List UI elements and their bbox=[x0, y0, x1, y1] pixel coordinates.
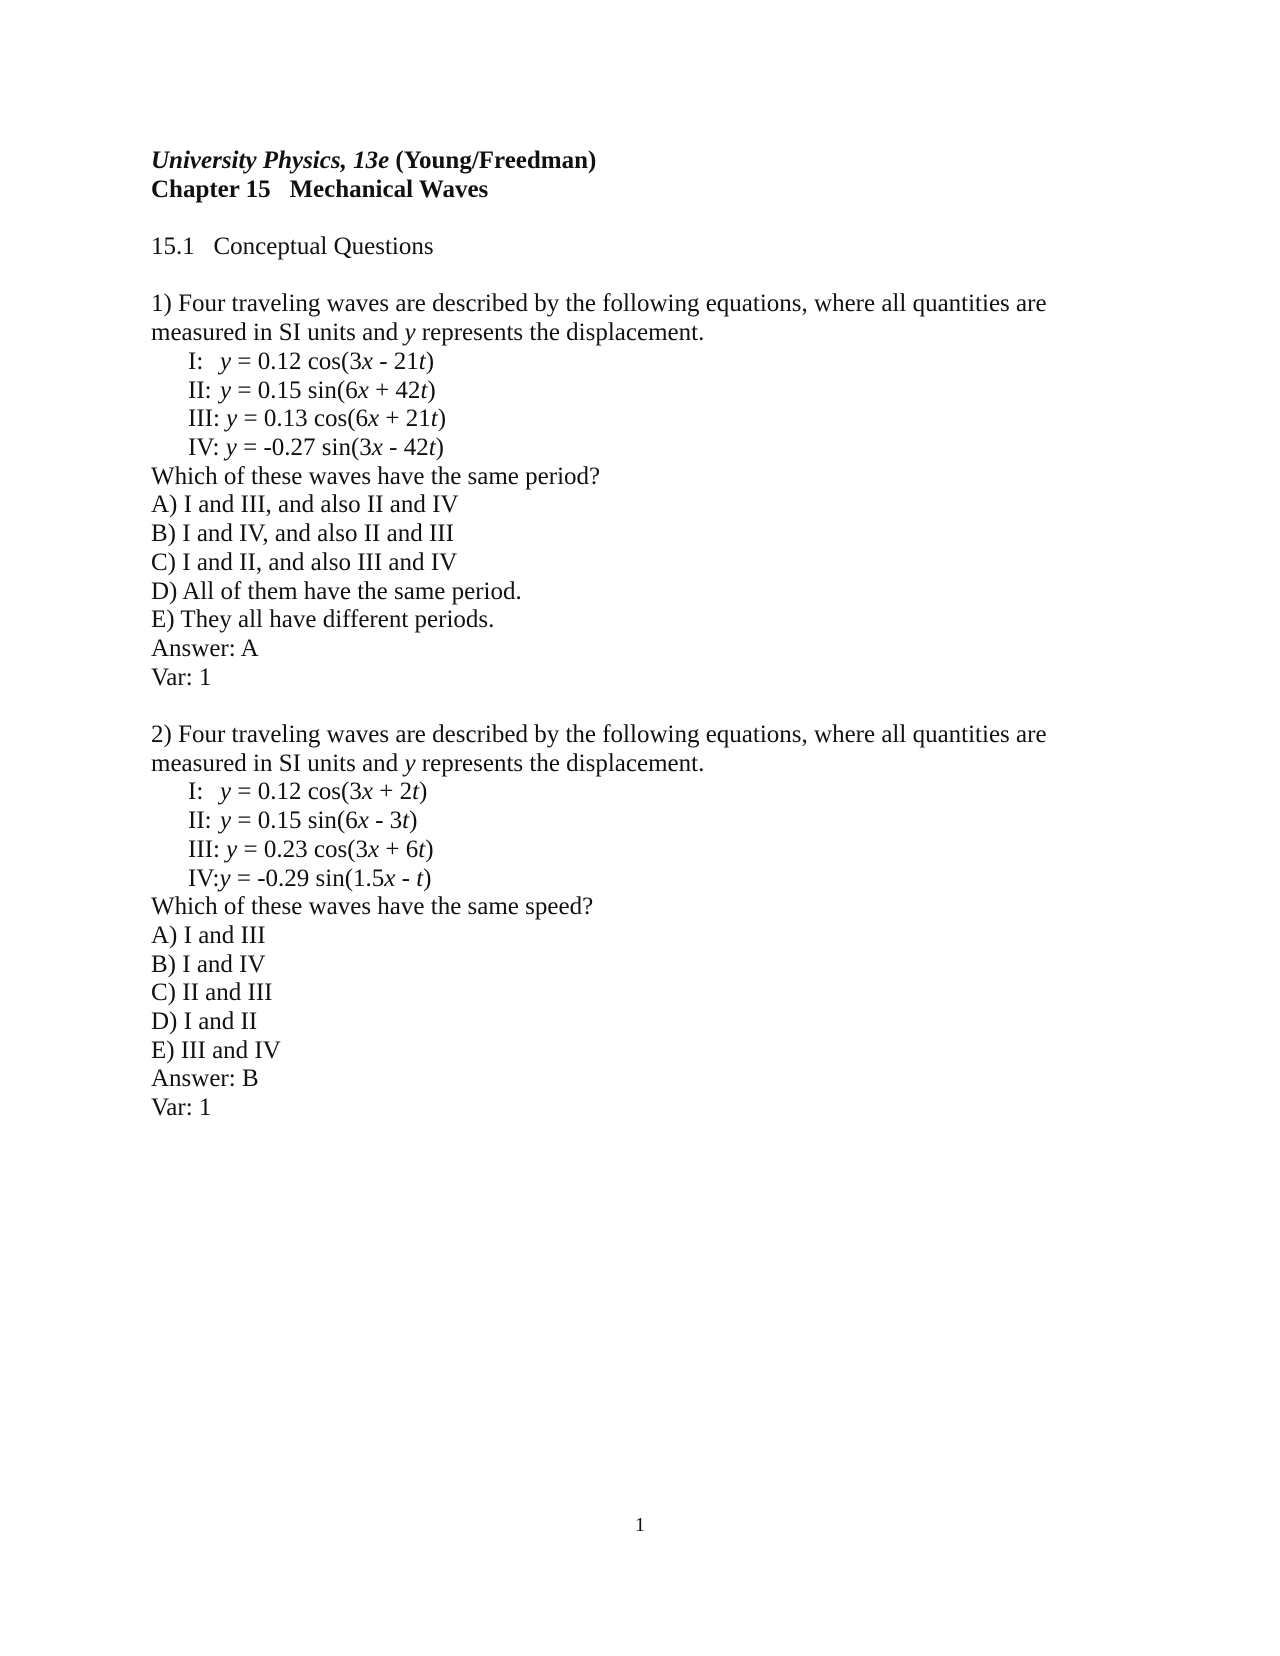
equation-var: t bbox=[416, 864, 424, 892]
answer-choice: A) I and III bbox=[151, 921, 266, 949]
question-block bbox=[151, 290, 1151, 692]
equation-var: t bbox=[418, 835, 426, 863]
answer-choice: D) I and II bbox=[151, 1008, 258, 1036]
equation-text: + 42 bbox=[368, 376, 421, 404]
equation-var: y bbox=[226, 835, 238, 863]
book-title-line bbox=[151, 147, 1151, 176]
variant-label: Var: 1 bbox=[151, 1094, 212, 1122]
equation-var: y bbox=[226, 405, 238, 433]
chapter-number: Chapter 15 bbox=[151, 175, 271, 203]
book-title: University Physics, 13e bbox=[151, 147, 390, 174]
chapter-heading bbox=[151, 176, 1151, 205]
equation-text: ) bbox=[409, 807, 418, 835]
equation-var: t bbox=[420, 376, 428, 404]
equation-text: = 0.23 cos(3 bbox=[237, 835, 369, 863]
equation-text: ) bbox=[425, 347, 435, 375]
equation-var: x bbox=[357, 376, 369, 404]
answer-choice: E) They all have different periods. bbox=[151, 606, 495, 634]
equation-text: = -0.27 sin(3 bbox=[236, 434, 372, 461]
equation-var: x bbox=[368, 405, 380, 433]
wave-equation bbox=[151, 807, 1151, 836]
equation-label: I: bbox=[188, 347, 204, 375]
equation-var: x bbox=[361, 778, 373, 806]
question-stem: 2) Four traveling waves are described by the following equations, where all quantities are bbox=[151, 721, 1047, 749]
answer-choice: D) All of them have the same period. bbox=[151, 577, 522, 605]
equation-text: ) bbox=[427, 376, 436, 404]
section-heading bbox=[151, 233, 1151, 262]
equation-var: y bbox=[219, 864, 231, 892]
equation-var: t bbox=[418, 347, 426, 375]
equation-text: = 0.15 sin(6 bbox=[231, 807, 358, 835]
equation-text: ) bbox=[423, 864, 432, 892]
page-content bbox=[151, 147, 1151, 1123]
section-title: Conceptual Questions bbox=[213, 233, 434, 261]
wave-equation bbox=[151, 865, 1151, 894]
equation-text: = 0.12 cos(3 bbox=[231, 778, 362, 806]
answer-choice: C) I and II, and also III and IV bbox=[151, 548, 458, 576]
equation-text: + 2 bbox=[372, 778, 413, 806]
equation-text: + 21 bbox=[379, 405, 431, 433]
equation-label: II: bbox=[188, 376, 212, 404]
equation-var: y bbox=[220, 807, 232, 835]
answer-choice: B) I and IV, and also II and III bbox=[151, 520, 454, 548]
equation-text: - 21 bbox=[372, 347, 419, 375]
chapter-title: Mechanical Waves bbox=[289, 175, 489, 203]
equation-label: III: bbox=[188, 835, 220, 863]
answer-key: Answer: B bbox=[151, 1065, 259, 1093]
equation-text: = -0.29 sin(1.5 bbox=[230, 864, 385, 892]
question-stem-continued bbox=[151, 750, 1151, 779]
stem-text: represents the displacement. bbox=[415, 319, 705, 347]
equation-text: ) bbox=[437, 405, 447, 433]
stem-variable: y bbox=[404, 319, 416, 347]
equation-text: ) bbox=[419, 778, 428, 806]
stem-text: measured in SI units and bbox=[151, 749, 405, 777]
wave-equation bbox=[151, 405, 1151, 434]
wave-equation bbox=[151, 836, 1151, 865]
wave-equation bbox=[151, 377, 1151, 406]
equation-label: IV: bbox=[188, 864, 220, 892]
answer-choice: E) III and IV bbox=[151, 1036, 281, 1064]
question-stem: 1) Four traveling waves are described by the following equations, where all quantities are bbox=[151, 290, 1047, 318]
stem-variable: y bbox=[404, 749, 416, 777]
equation-label: II: bbox=[188, 807, 212, 835]
answer-key: Answer: A bbox=[151, 634, 259, 662]
equation-label: III: bbox=[188, 405, 220, 433]
equation-var: y bbox=[225, 434, 237, 461]
equation-var: y bbox=[220, 778, 232, 806]
equation-var: t bbox=[428, 434, 436, 461]
equation-var: x bbox=[371, 434, 383, 461]
variant-label: Var: 1 bbox=[151, 663, 212, 691]
equation-var: x bbox=[361, 347, 373, 375]
equation-var: t bbox=[430, 405, 438, 433]
question-stem-continued bbox=[151, 319, 1151, 348]
question-prompt: Which of these waves have the same period? bbox=[151, 462, 601, 490]
equation-var: t bbox=[412, 778, 420, 806]
stem-text: represents the displacement. bbox=[415, 749, 705, 777]
equation-label: I: bbox=[188, 778, 204, 806]
answer-choice: C) II and III bbox=[151, 979, 273, 1007]
wave-equation bbox=[151, 778, 1151, 807]
equation-text: - 42 bbox=[382, 434, 429, 461]
book-authors: (Young/Freedman) bbox=[395, 147, 597, 174]
equation-var: x bbox=[384, 864, 396, 892]
equation-text: ) bbox=[435, 434, 444, 461]
stem-text: measured in SI units and bbox=[151, 319, 405, 347]
equation-text: + 6 bbox=[379, 835, 419, 863]
equation-var: x bbox=[368, 835, 380, 863]
question-block bbox=[151, 721, 1151, 1123]
equation-var: x bbox=[357, 807, 369, 835]
wave-equation bbox=[151, 434, 1151, 463]
equation-text: = 0.15 sin(6 bbox=[231, 376, 358, 404]
equation-var: y bbox=[220, 376, 232, 404]
equation-text: - 3 bbox=[368, 807, 403, 835]
answer-choice: A) I and III, and also II and IV bbox=[151, 491, 459, 519]
equation-text: = 0.13 cos(6 bbox=[237, 405, 369, 433]
section-number: 15.1 bbox=[151, 233, 195, 261]
answer-choice: B) I and IV bbox=[151, 950, 266, 978]
equation-var: y bbox=[220, 347, 232, 375]
question-prompt: Which of these waves have the same speed? bbox=[151, 893, 594, 921]
page-number: 1 bbox=[635, 1514, 645, 1536]
equation-text: - bbox=[395, 864, 417, 892]
wave-equation bbox=[151, 348, 1151, 377]
equation-label: IV: bbox=[188, 434, 220, 461]
equation-text: ) bbox=[425, 835, 434, 863]
equation-text: = 0.12 cos(3 bbox=[231, 347, 362, 375]
equation-var: t bbox=[402, 807, 410, 835]
